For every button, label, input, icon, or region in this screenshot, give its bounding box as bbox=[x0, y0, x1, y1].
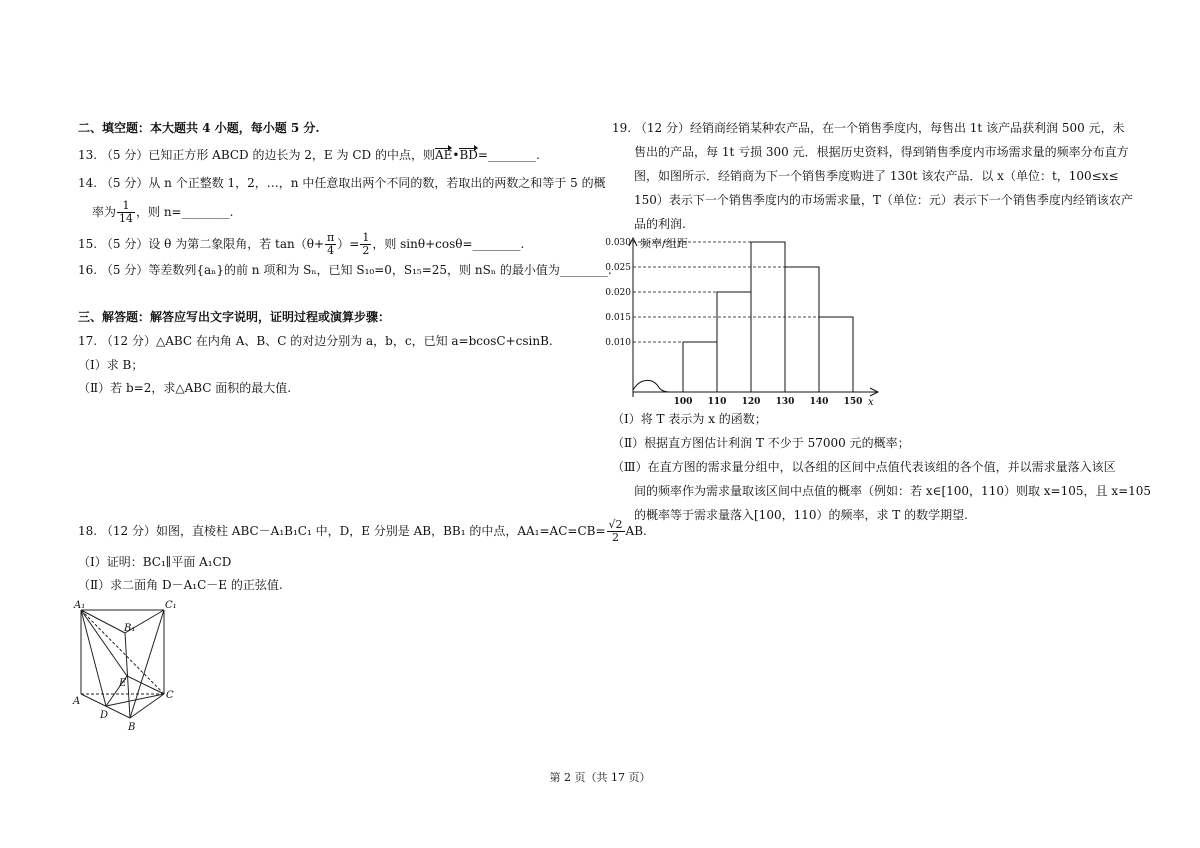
q18-stem-a: 18. （12 分）如图，直棱柱 ABC－A₁B₁C₁ 中，D，E 分别是 AB，BB₁ 的中点，AA₁=AC=CB= bbox=[78, 524, 606, 538]
question-19-line5: 品的利润. bbox=[634, 217, 686, 231]
frac-den: 14 bbox=[119, 212, 134, 225]
x-tick-label: 130 bbox=[775, 397, 795, 407]
segment-ec bbox=[127, 676, 164, 694]
q15-text-c: ，则 sinθ+cosθ=________. bbox=[372, 237, 525, 251]
frac-den: 4 bbox=[327, 244, 335, 257]
question-19-line2: 售出的产品，每 1t 亏损 300 元．根据历史资料，得到销售季度内市场需求量的频率分布直方 bbox=[634, 145, 1129, 159]
prism-figure bbox=[70, 598, 190, 738]
y-axis-label: 频率/组距 bbox=[640, 237, 688, 250]
q13-text-a: 13. （5 分）已知正方形 ABCD 的边长为 2，E 为 CD 的中点，则 bbox=[78, 148, 435, 162]
y-tick-label: 0.030 bbox=[605, 238, 631, 248]
question-18-part1: （Ⅰ）证明：BC₁∥平面 A₁CD bbox=[78, 555, 232, 569]
histogram-bar-100-110 bbox=[683, 342, 717, 392]
y-tick-label: 0.020 bbox=[605, 288, 631, 298]
y-tick-label: 0.025 bbox=[605, 263, 631, 273]
edge-a1b1 bbox=[81, 610, 125, 633]
label-a: A bbox=[73, 696, 81, 707]
histogram-bar-140-150 bbox=[819, 317, 853, 392]
question-13 bbox=[78, 147, 540, 163]
fraction-1-2 bbox=[360, 232, 371, 257]
q15-text-b: ）= bbox=[337, 237, 360, 251]
frac-num: π bbox=[327, 231, 335, 244]
fraction-sqrt2-2 bbox=[607, 519, 625, 544]
fraction-pi-4 bbox=[325, 232, 336, 257]
question-19-part3-line2: 间的频率作为需求量取该区间中点值的概率（例如：若 x∈[100，110）则取 x=105，且 x=105 bbox=[634, 484, 1152, 498]
section-heading-fill-in: 二、填空题：本大题共 4 小题，每小题 5 分. bbox=[78, 121, 320, 135]
x-tick-label: 140 bbox=[809, 397, 829, 407]
x-tick-label: 150 bbox=[843, 397, 863, 407]
x-axis-label: x bbox=[868, 397, 874, 408]
histogram-bar-110-120 bbox=[717, 292, 751, 392]
section-heading-solutions: 三、解答题：解答应写出文字说明，证明过程或演算步骤： bbox=[78, 310, 391, 324]
x-tick-label: 110 bbox=[707, 397, 727, 407]
frac-num: 1 bbox=[117, 200, 135, 213]
question-19-line3: 图，如图所示．经销商为下一个销售季度购进了 130t 该农产品．以 x（单位：t，100≤x≤ bbox=[634, 169, 1119, 183]
label-a1: A₁ bbox=[74, 600, 86, 611]
q14-text-a: 率为 bbox=[92, 205, 117, 219]
question-18-part2: （Ⅱ）求二面角 D－A₁C－E 的正弦值. bbox=[78, 578, 283, 592]
x-tick-label: 120 bbox=[741, 397, 761, 407]
question-17-part2: （Ⅱ）若 b=2，求△ABC 面积的最大值. bbox=[78, 381, 292, 395]
frac-den: 2 bbox=[612, 531, 620, 544]
q18-stem-b: AB. bbox=[625, 524, 647, 538]
question-14-line2 bbox=[92, 200, 233, 225]
segment-a1d bbox=[81, 610, 106, 706]
segment-a1e bbox=[81, 610, 127, 676]
vector-bd: BD bbox=[459, 148, 478, 162]
question-19-part3-line1: （Ⅲ）在直方图的需求量分组中，以各组的区间中点值代表该组的各个值，并以需求量落入该区 bbox=[612, 460, 1116, 474]
question-19-line4: 150）表示下一个销售季度内的市场需求量，T（单位：元）表示下一个销售季度内经销该农产 bbox=[634, 193, 1133, 207]
y-tick-label: 0.015 bbox=[605, 313, 631, 323]
q13-text-b: =________. bbox=[477, 148, 540, 162]
question-19-part3-line3: 的概率等于需求量落入[100，110）的频率，求 T 的数学期望. bbox=[634, 508, 968, 522]
histogram-chart bbox=[600, 232, 890, 412]
page-footer: 第 2 页（共 17 页） bbox=[549, 771, 651, 784]
question-17-stem: 17. （12 分）△ABC 在内角 A、B、C 的对边分别为 a，b，c，已知 a=bcosC+csinB. bbox=[78, 334, 553, 348]
y-tick-label: 0.010 bbox=[605, 338, 631, 348]
question-14-line1: 14. （5 分）从 n 个正整数 1，2，…，n 中任意取出两个不同的数，若取出的两数之和等于 5 的概 bbox=[78, 176, 606, 190]
frac-den: 2 bbox=[362, 244, 370, 257]
question-16: 16. （5 分）等差数列{aₙ}的前 n 项和为 Sₙ，已知 S₁₀=0，S₁₅=25，则 nSₙ 的最小值为________. bbox=[78, 263, 612, 277]
frac-num: 1 bbox=[362, 231, 370, 244]
label-b1: B₁ bbox=[124, 623, 136, 634]
histogram-bar-130-140 bbox=[785, 267, 819, 392]
question-19-part1: （Ⅰ）将 T 表示为 x 的函数； bbox=[612, 412, 767, 426]
edge-bb1 bbox=[125, 633, 130, 718]
q14-text-b: ，则 n=________. bbox=[136, 205, 234, 219]
label-d: D bbox=[100, 710, 109, 721]
question-18-stem bbox=[78, 518, 647, 544]
q13-dot: • bbox=[452, 148, 460, 162]
label-b: B bbox=[128, 722, 136, 733]
fraction-1-14 bbox=[117, 200, 135, 225]
question-17-part1: （Ⅰ）求 B； bbox=[78, 358, 144, 372]
question-15 bbox=[78, 232, 524, 257]
frac-num: √2 bbox=[608, 518, 623, 531]
vector-ae: AE bbox=[434, 148, 453, 162]
label-c: C bbox=[166, 690, 174, 701]
question-19-line1: 19. （12 分）经销商经销某种农产品，在一个销售季度内，每售出 1t 该产品获利润 500 元，未 bbox=[612, 121, 1125, 135]
label-e: E bbox=[119, 678, 127, 689]
axis-break bbox=[633, 380, 670, 392]
q15-text-a: 15. （5 分）设 θ 为第二象限角，若 tan（θ+ bbox=[78, 237, 325, 251]
question-19-part2: （Ⅱ）根据直方图估计利润 T 不少于 57000 元的概率； bbox=[612, 436, 910, 450]
label-c1: C₁ bbox=[165, 600, 177, 611]
x-tick-label: 100 bbox=[673, 397, 693, 407]
